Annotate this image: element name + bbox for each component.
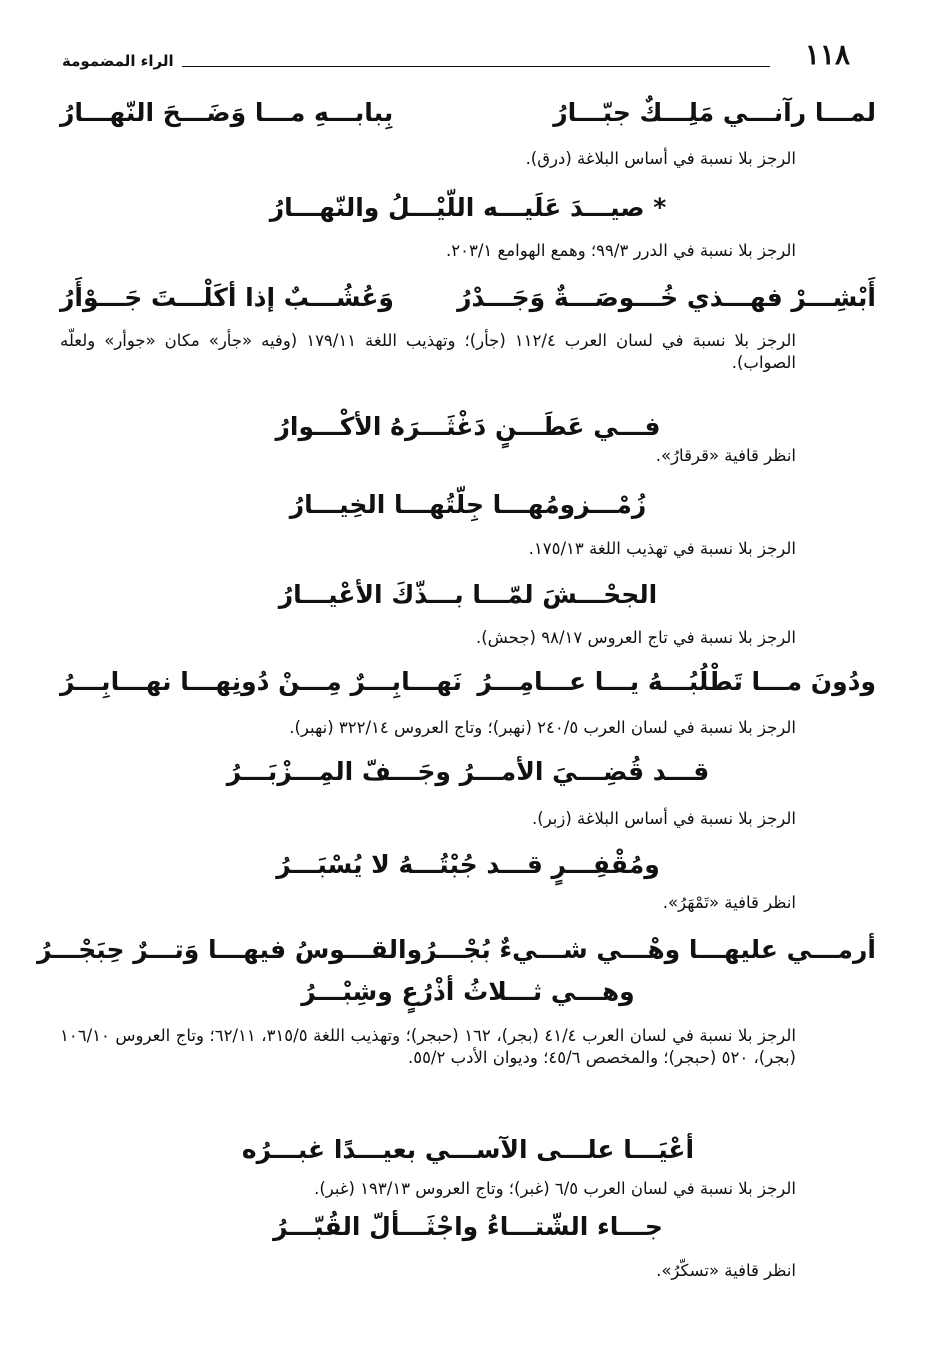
verse-line: زُمْـــزومُهـــا جِلّتُهـــا الخِيـــارُ [289,490,647,519]
hemistich-first: لمـــا رآنـــي مَلِـــكٌ جبّـــارُ [553,98,876,127]
verse-line: قـــد قُضِـــيَ الأمـــرُ وجَـــفّ المِـــزْبَـــرُ [226,757,710,786]
hemistich-first: أَبْشِـــرْ فهـــذي خُـــوصَـــةٌ وَجَـــدْرُ [457,283,876,312]
source-note: انظر قافية «تسكّرُ». [656,1261,796,1280]
source-note: الرجز بلا نسبة في لسان العرب ٢٤٠/٥ (نهبر)؛ وتاج العروس ٣٢٢/١٤ (نهبر). [289,718,796,737]
verse-line: وهـــي ثـــلاثُ أذْرُعٍ وشِبْـــرُ [301,977,635,1006]
source-note: الرجز بلا نسبة في لسان العرب ٦/٥ (غبر)؛ وتاج العروس ١٩٣/١٣ (غبر). [314,1179,796,1198]
verse-line [60,667,876,697]
hemistich-first: أرمـــي عليهـــا وهْـــي شـــيءٌ بُجْـــرُ [422,935,876,964]
verse-line: الجحْـــشَ لمّـــا بـــذّكَ الأعْيـــارُ [278,580,658,609]
source-note: الرجز بلا نسبة في لسان العرب ١١٢/٤ (جأر)؛ وتهذيب اللغة ١٧٩/١١ (وفيه «جأر» مكان «جوأر» ولعلّه الصواب). [60,331,796,373]
verse-line: * صيـــدَ عَلَيـــه اللّيْـــلُ والنّهـــارُ [269,193,667,222]
header-rule [182,66,770,67]
source-note: الرجز بلا نسبة في أساس البلاغة (درق). [525,149,796,168]
verse-line: ومُقْفِـــرٍ قـــد جُبْتُـــهُ لا يُسْبَـــرُ [276,850,660,879]
verse-line [37,935,876,965]
hemistich-second: نَهـــابِـــرٌ مِـــنْ دُونِهـــا نهـــابِـــرُ [60,667,462,696]
verse-line: فـــي عَطَـــنٍ دَغْثَـــرَهُ الأكْـــوارُ [275,412,661,441]
running-header [62,38,850,72]
hemistich-second: بِبابـــهِ مـــا وَضَـــحَ النّهـــارُ [60,98,394,127]
verse-line: أعْيَـــا علـــى الآســـي بعيـــدًا غبـــرُه [241,1135,695,1164]
verse-line [60,98,876,128]
source-note: انظر قافية «قرقارُ». [655,446,796,465]
page-number: ١١٨ [804,38,850,71]
source-note: الرجز بلا نسبة في أساس البلاغة (زبر). [532,809,796,828]
hemistich-second: وَعُشُـــبٌ إذا أكَلْـــتَ جَـــوْأَرُ [60,283,394,312]
source-note: الرجز بلا نسبة في تاج العروس ٩٨/١٧ (جحش). [475,628,796,647]
source-note: انظر قافية «تَمْهَرُ». [662,893,796,912]
running-title: الراء المضمومة [62,52,174,70]
hemistich-first: ودُونَ مـــا تَطْلُبُـــهُ يـــا عـــامِـــرُ [477,667,876,696]
source-note: الرجز بلا نسبة في تهذيب اللغة ١٧٥/١٣. [528,539,796,558]
hemistich-second: والقـــوسُ فيهـــا وَتـــرٌ حِبَجْـــرُ [37,935,423,964]
verse-line [60,283,876,313]
source-note: الرجز بلا نسبة في الدرر ٩٩/٣؛ وهمع الهوامع ٢٠٣/١. [445,241,796,260]
source-note: الرجز بلا نسبة في لسان العرب ٤١/٤ (بجر)، ١٦٢ (حبجر)؛ وتهذيب اللغة ٣١٥/٥، ٦٢/١١؛ وتاج العروس ١٠٦/١٠ (بجر)، ٥٢٠ (حبجر)؛ والمخصص ٤٥/٦؛ وديوان الأدب ٥٥/٢. [60,1026,796,1068]
verse-line: جـــاء الشّتـــاءُ واجْثَـــألّ القُبّـــرُ [273,1212,663,1241]
